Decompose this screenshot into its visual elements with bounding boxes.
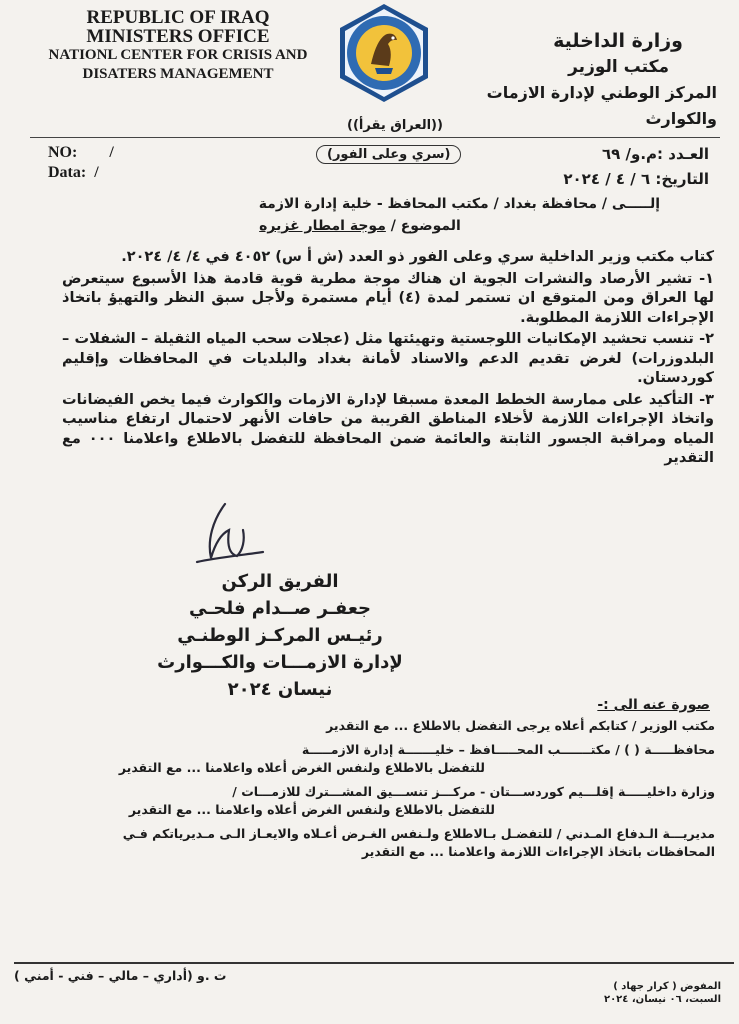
body-paragraph: ٣- التأكيد على ممارسة الخطط المعدة مسبقا لإدارة الازمات والكوارث فيما يخص الفيضانات واتخاذ الإجراءات اللازمة لأخلاء المناطق القريبة من حافات الأنهر لاحتمال ارتفاع مناسيب المياه ومراقبة الجسور الثابتة والعائمة ضمن المحافظة للتفضل بالاطلاع واعلامنا ٠٠٠ مع التقدير bbox=[62, 391, 714, 466]
letterhead-line: NATIONL CENTER FOR CRISIS AND bbox=[48, 47, 308, 63]
letterhead-line: DISATERS MANAGEMENT bbox=[82, 66, 274, 82]
distribution-note: ت .و (أداري – مالي – فني - أمني ) bbox=[14, 968, 227, 983]
subject-line bbox=[60, 218, 660, 234]
recipient-line: إلـــــى / محافظة بغداد / مكتب المحافظ - خلية إدارة الازمة bbox=[258, 196, 660, 212]
reference-fields bbox=[48, 143, 114, 183]
copy-line: للتفضل بالاطلاع ولنفس الغرض أعلاه واعلامنا ... مع التقدير bbox=[128, 802, 495, 817]
copies-list bbox=[60, 717, 715, 861]
issue-date: السبت، ٠٦ نيسان، ٢٠٢٤ bbox=[603, 994, 721, 1005]
signatory-title: لإدارة الازمـــات والكـــوارث bbox=[157, 652, 403, 673]
footer-divider bbox=[14, 962, 734, 964]
body-paragraph: كتاب مكتب وزير الداخلية سري وعلى الفور ذو العدد (ش أ س) ٤٠٥٢ في ٤/ ٤/ ٢٠٢٤. bbox=[121, 249, 714, 265]
classification-stamp: (سري وعلى الفور) bbox=[316, 145, 461, 164]
copy-line: محافظـــــة ( ) / مكتـــــــب المحـــــافظ – خليـــــــة إدارة الازمـــــة bbox=[301, 742, 715, 757]
signature-block bbox=[150, 568, 410, 703]
letter-body bbox=[62, 248, 714, 471]
body-paragraph: ١- تشير الأرصاد والنشرات الجوية ان هناك موجة مطرية قوية قادمة هذا الأسبوع سيتعرض لها العراق ومن المتوقع ان تستمر لمدة (٤) أيام مستمرة ولأجل سبق النظر والتهيؤ باتخاذ الإجراءات اللازمة المطلوبة. bbox=[62, 270, 715, 326]
no-value: / bbox=[109, 144, 114, 161]
slogan: ((العراق يقرأ)) bbox=[347, 118, 443, 133]
english-letterhead bbox=[28, 8, 328, 84]
document-number: العـدد :م.و/ ٦٩ bbox=[602, 145, 709, 163]
copy-line: المحافظات باتخاذ الإجراءات اللازمة واعلامنا ... مع التقدير bbox=[361, 844, 715, 859]
letterhead-line: مكتب الوزير bbox=[568, 57, 669, 77]
date-value: / bbox=[94, 164, 99, 181]
letterhead-line: REPUBLIC OF IRAQ bbox=[86, 7, 270, 28]
signatory-name: جعفـر صــدام فلحـي bbox=[189, 598, 371, 619]
signatory-rank: الفريق الركن bbox=[221, 571, 339, 592]
date-label: Data: bbox=[48, 164, 87, 181]
copy-line: وزارة داخليـــــة إقلـــيم كوردســـتان - مركـــز تنســـيق المشـــترك للازمـــات / bbox=[232, 784, 715, 799]
document-date: التاريخ: ٦ / ٤ / ٢٠٢٤ bbox=[563, 170, 709, 188]
no-label: NO: bbox=[48, 144, 78, 161]
issuer-name: المفوض ( كرار جهاد ) bbox=[613, 981, 721, 992]
copy-line: مكتب الوزير / كتابكم أعلاه يرجى التفضل بالاطلاع ... مع التقدير bbox=[326, 718, 715, 733]
copy-line: مديريـــة الـدفاع المـدني / للتفضـل بـالاطلاع ولـنفس الغـرض أعـلاه والايعـاز الـى مـديرياتكم فـي bbox=[122, 826, 715, 841]
header-divider bbox=[30, 137, 720, 138]
body-paragraph: ٢- تنسب تحشيد الإمكانيات اللوجستية وتهيئتها مثل (عجلات سحب المياه الثقيلة – الشفلات – البلدوزرات) لغرض تقديم الدعم والاسناد لأمانة بغداد والبلديات في المحافظات وإقليم كوردستان. bbox=[62, 331, 714, 386]
signature-date: نيسان ٢٠٢٤ bbox=[227, 679, 333, 700]
letterhead-line: MINISTERS OFFICE bbox=[86, 26, 270, 47]
letterhead-line: وزارة الداخلية bbox=[553, 30, 683, 52]
handwritten-signature-icon bbox=[185, 500, 275, 570]
issuer-note bbox=[604, 980, 721, 1006]
subject-text: موجة امطار غزيره bbox=[259, 218, 386, 234]
signatory-title: رئيـس المركـز الوطنـي bbox=[177, 625, 383, 646]
copy-line: للتفضل بالاطلاع ولنفس الغرض أعلاه واعلامنا ... مع التقدير bbox=[118, 760, 485, 775]
arabic-letterhead bbox=[417, 28, 717, 132]
subject-label: الموضوع / bbox=[390, 218, 461, 234]
letterhead-line: المركز الوطني لإدارة الازمات والكوارث bbox=[486, 83, 717, 128]
copies-title: صورة عنه الى :- bbox=[597, 697, 710, 713]
